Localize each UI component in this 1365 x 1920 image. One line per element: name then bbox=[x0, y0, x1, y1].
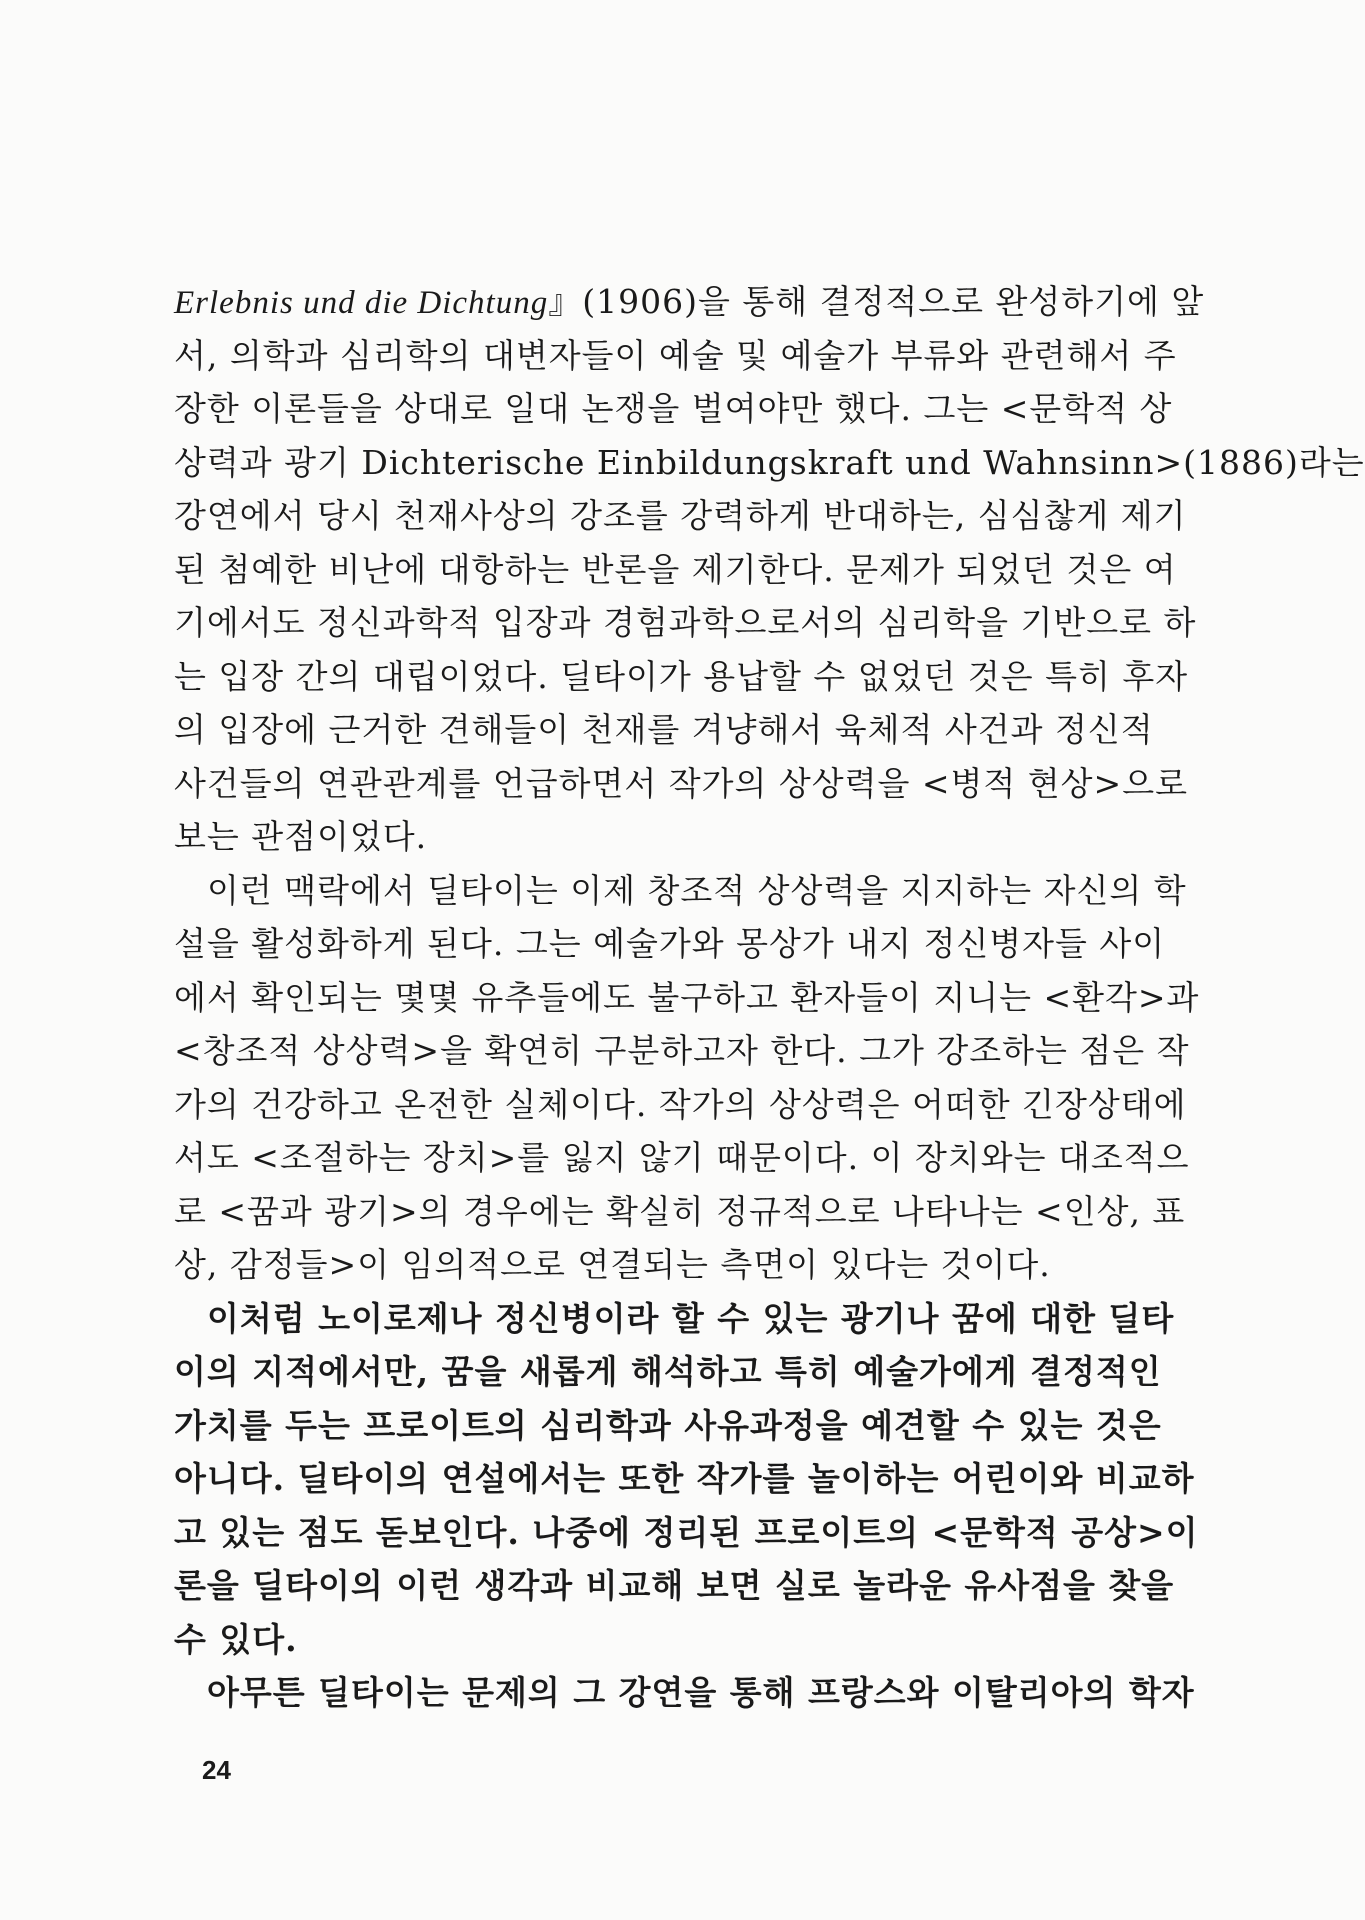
text-line: 는 입장 간의 대립이었다. 딜타이가 용납할 수 없었던 것은 특히 후자 bbox=[174, 656, 1189, 696]
text-line: 이런 맥락에서 딜타이는 이제 창조적 상상력을 지지하는 자신의 학 bbox=[207, 870, 1187, 910]
text-line: 서도 <조절하는 장치>를 잃지 않기 때문이다. 이 장치와는 대조적으 bbox=[174, 1138, 1190, 1177]
text-line: 강연에서 당시 천재사상의 강조를 강력하게 반대하는, 심심찮게 제기 bbox=[174, 496, 1187, 535]
text-line: 가의 건강하고 온전한 실체이다. 작가의 상상력은 어떠한 긴장상태에 bbox=[174, 1084, 1187, 1124]
text-line: 의 입장에 근거한 견해들이 천재를 겨냥해서 육체적 사건과 정신적 bbox=[174, 710, 1154, 749]
text-line: Erlebnis und die Dichtung』(1906)을 통해 결정적으로 완성하기에 앞 bbox=[174, 282, 1205, 321]
text-line: 론을 딜타이의 이런 생각과 비교해 보면 실로 놀라운 유사점을 찾을 bbox=[174, 1566, 1175, 1605]
text-line: 아니다. 딜타이의 연설에서는 또한 작가를 놀이하는 어린이와 비교하 bbox=[174, 1459, 1195, 1498]
paragraph-3 bbox=[174, 1292, 1199, 1667]
text-line: 상력과 광기 Dichterische Einbildungskraft und Wahnsinn>(1886)라는 bbox=[174, 442, 1365, 482]
text-line: 가치를 두는 프로이트의 심리학과 사유과정을 예견할 수 있는 것은 bbox=[174, 1405, 1162, 1445]
paragraph-4 bbox=[174, 1666, 1195, 1720]
body-text bbox=[174, 275, 1365, 1720]
text-line: 서, 의학과 심리학의 대변자들이 예술 및 예술가 부류와 관련해서 주 bbox=[174, 335, 1177, 375]
text-line: 이의 지적에서만, 꿈을 새롭게 해석하고 특히 예술가에게 결정적인 bbox=[174, 1352, 1162, 1391]
text-line: 고 있는 점도 돋보인다. 나중에 정리된 프로이트의 <문학적 공상>이 bbox=[174, 1512, 1199, 1552]
page-number: 24 bbox=[202, 1755, 231, 1785]
text-line: 에서 확인되는 몇몇 유추들에도 불구하고 환자들이 지니는 <환각>과 bbox=[174, 977, 1200, 1017]
text-line: 사건들의 연관관계를 언급하면서 작가의 상상력을 <병적 현상>으로 bbox=[174, 763, 1188, 803]
paragraph-1 bbox=[174, 275, 1365, 864]
italic-title: Erlebnis und die Dichtung bbox=[174, 285, 549, 321]
text-line: 된 첨예한 비난에 대항하는 반론을 제기한다. 문제가 되었던 것은 여 bbox=[174, 549, 1177, 589]
paragraph-2 bbox=[174, 864, 1200, 1292]
text-line: <창조적 상상력>을 확연히 구분하고자 한다. 그가 강조하는 점은 작 bbox=[174, 1031, 1190, 1070]
text-line: 이처럼 노이로제나 정신병이라 할 수 있는 광기나 꿈에 대한 딜타 bbox=[207, 1298, 1175, 1338]
text-line: 수 있다. bbox=[174, 1619, 298, 1659]
text-line: 보는 관점이었다. bbox=[174, 817, 428, 856]
text-line: 설을 활성화하게 된다. 그는 예술가와 몽상가 내지 정신병자들 사이 bbox=[174, 924, 1166, 963]
text-line: 기에서도 정신과학적 입장과 경험과학으로서의 심리학을 기반으로 하 bbox=[174, 603, 1197, 642]
text-line: 로 <꿈과 광기>의 경우에는 확실히 정규적으로 나타나는 <인상, 표 bbox=[174, 1191, 1186, 1231]
text-line: 아무튼 딜타이는 문제의 그 강연을 통해 프랑스와 이탈리아의 학자 bbox=[207, 1673, 1195, 1712]
text-line: 상, 감정들>이 임의적으로 연결되는 측면이 있다는 것이다. bbox=[174, 1245, 1051, 1284]
text-line: 장한 이론들을 상대로 일대 논쟁을 벌여야만 했다. 그는 <문학적 상 bbox=[174, 389, 1173, 428]
